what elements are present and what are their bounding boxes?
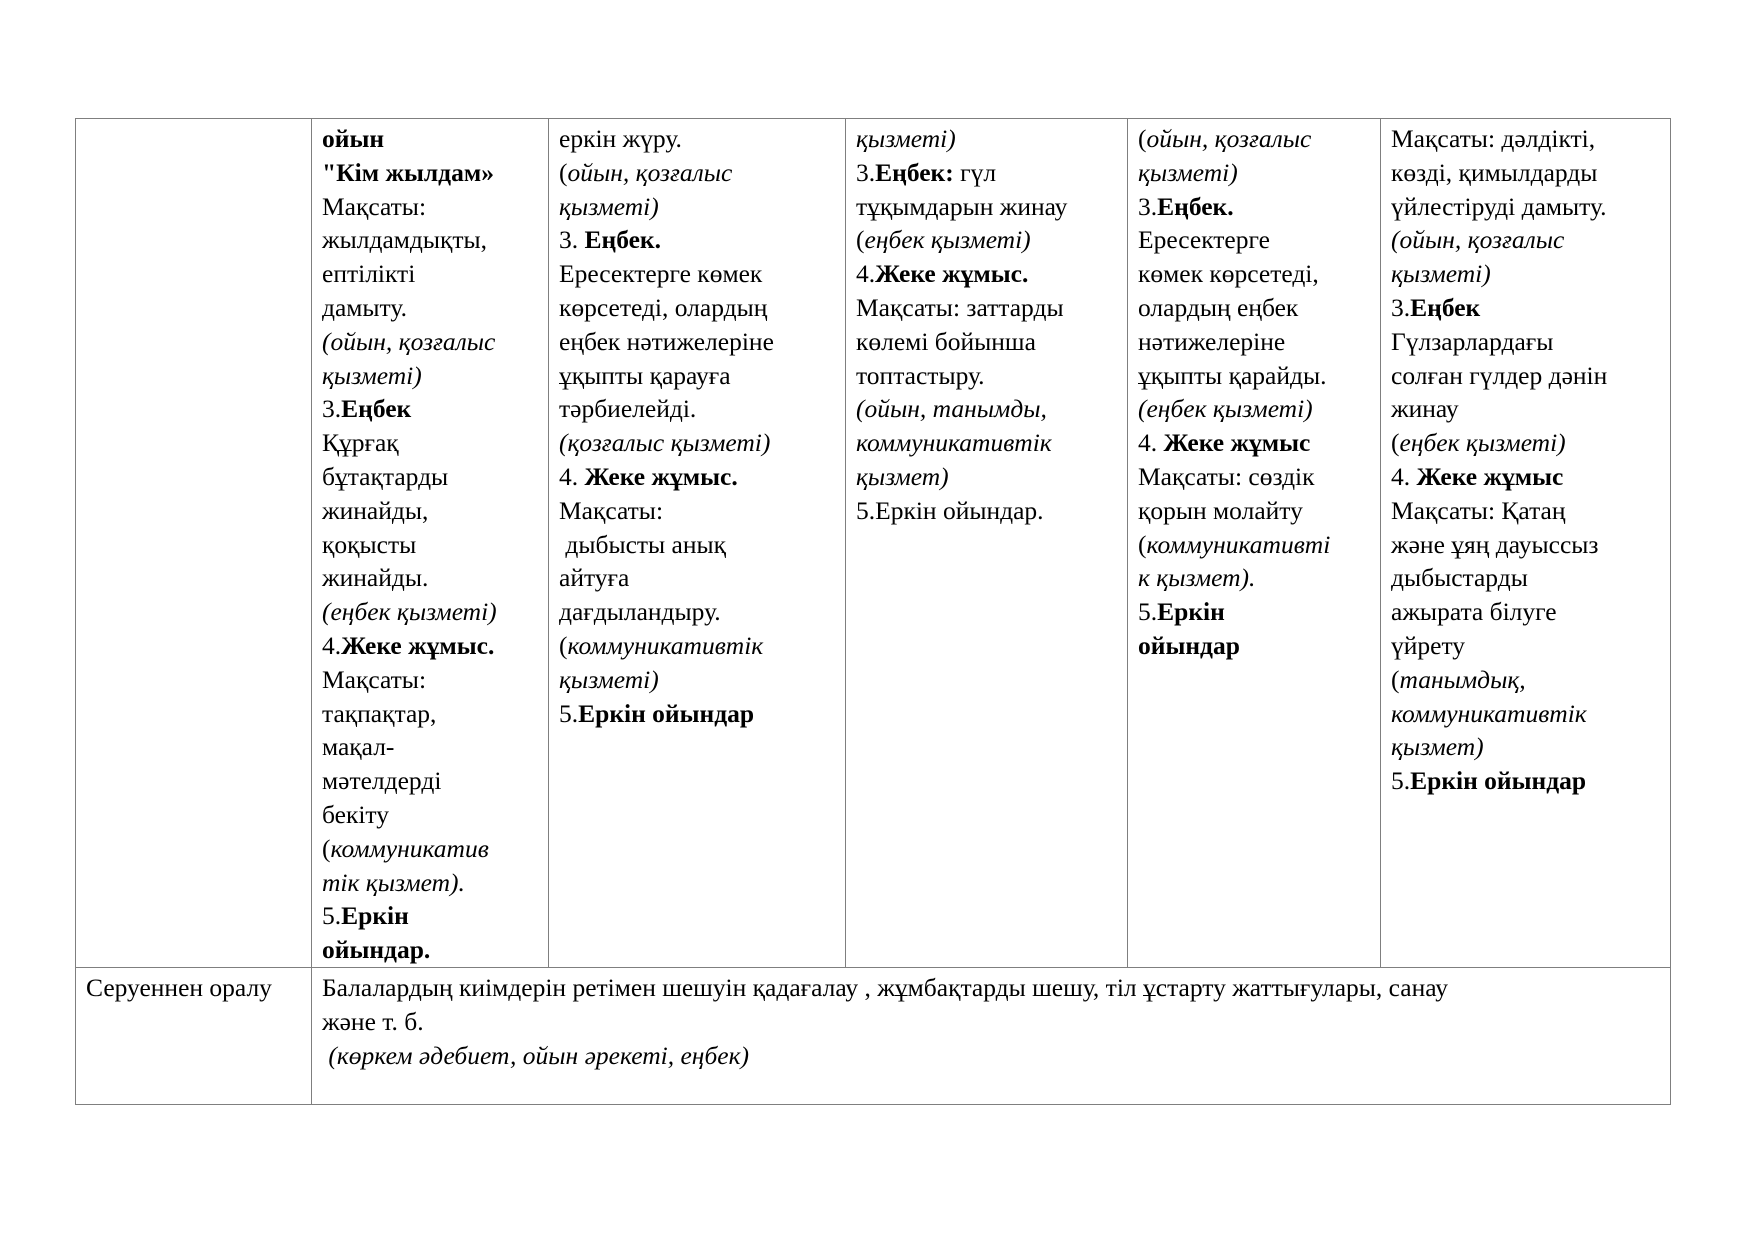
- row-label-cell: [76, 119, 312, 968]
- cell-text-line: [856, 325, 1117, 359]
- text-run: қызметі): [856, 124, 956, 153]
- cell-text-line: [856, 359, 1117, 393]
- cell-text-line: [322, 426, 538, 460]
- cell-text-line: [559, 190, 835, 224]
- cell-text-line: [322, 291, 538, 325]
- text-run: (: [856, 225, 865, 255]
- text-run: Мақсаты:: [322, 191, 427, 221]
- cell-text-line: [559, 223, 835, 257]
- text-run: Еркін ойындар: [578, 698, 755, 728]
- text-run: көрсетеді, олардың: [559, 292, 768, 322]
- text-run: Жеке жұмыс: [1163, 428, 1311, 458]
- text-run: Еңбек: [341, 394, 412, 424]
- cell-text-line: [1391, 460, 1660, 494]
- cell-text-line: [1138, 494, 1370, 528]
- cell-text-line: [856, 257, 1117, 291]
- text-run: (еңбек қызметі): [1138, 394, 1313, 424]
- return-activity-types: (көркем әдебиет, ойын әрекеті, еңбек): [322, 1040, 750, 1070]
- text-run: (: [559, 630, 568, 660]
- cell-text-line: [322, 223, 538, 257]
- text-run: еңбек нәтижелеріне: [559, 326, 774, 356]
- text-run: Жеке жұмыс: [1416, 461, 1564, 491]
- text-run: (: [322, 833, 331, 863]
- cell-text-line: [322, 122, 538, 156]
- schedule-table: [75, 118, 1671, 1105]
- cell-text-line: [559, 156, 835, 190]
- cell-text-line: [1138, 156, 1370, 190]
- cell-text-line: [322, 359, 538, 393]
- cell-text-line: [559, 663, 835, 697]
- cell-text-line: [322, 494, 538, 528]
- cell-text-line: [322, 798, 538, 832]
- text-run: Ересектерге: [1138, 225, 1270, 255]
- cell-text-line: [1138, 528, 1370, 562]
- cell-text-line: [1391, 764, 1660, 798]
- cell-text-line: [559, 561, 835, 595]
- text-run: (ойын, қозғалыс: [1391, 225, 1565, 255]
- text-run: топтастыру.: [856, 360, 985, 390]
- cell-text-line: [1391, 663, 1660, 697]
- cell-text-line: [1391, 122, 1660, 156]
- text-run: (: [1138, 124, 1147, 153]
- text-run: Еркін: [1157, 597, 1225, 627]
- cell-text-line: [856, 156, 1117, 190]
- cell-text-line: [1138, 595, 1370, 629]
- cell-text-line: [856, 494, 1117, 528]
- text-run: еңбек қызметі): [1399, 428, 1566, 458]
- cell-text-line: [1138, 223, 1370, 257]
- cell-text-line: [1391, 190, 1660, 224]
- cell-text-line: [559, 460, 835, 494]
- text-run: Мақсаты: сөздік: [1138, 461, 1315, 491]
- text-run: мәтелдерді: [322, 766, 442, 796]
- cell-text-line: [1391, 561, 1660, 595]
- cell-text-line: [1391, 156, 1660, 190]
- text-run: Жеке жұмыс.: [341, 630, 495, 660]
- cell-text-line: [1138, 122, 1370, 156]
- text-run: айтуға: [559, 563, 630, 593]
- activity-cell: [549, 119, 846, 968]
- text-run: 3.: [1391, 292, 1411, 322]
- text-run: 3.: [559, 225, 585, 255]
- cell-text-line: [1391, 730, 1660, 764]
- text-run: ұқыпты қарауға: [559, 360, 731, 390]
- text-run: Ересектерге көмек: [559, 259, 763, 289]
- cell-text-line: [1138, 291, 1370, 325]
- text-run: жинау: [1391, 394, 1459, 424]
- return-text-line: Балалардың киімдерін ретімен шешуін қадағалау , жұмбақтарды шешу, тіл ұстарту жаттығулары, санау: [322, 972, 1449, 1002]
- text-run: ойындар: [1138, 630, 1240, 660]
- cell-text-line: [322, 663, 538, 697]
- cell-text-line: [322, 866, 538, 900]
- cell-text-line: [322, 460, 538, 494]
- cell-text-line: [1138, 426, 1370, 460]
- text-run: коммуникатив: [330, 833, 489, 863]
- cell-text-line: [559, 426, 835, 460]
- text-run: Мақсаты: дәлдікті,: [1391, 124, 1596, 153]
- text-run: 4.: [1138, 428, 1164, 458]
- cell-text-line: [1391, 426, 1660, 460]
- text-run: ұқыпты қарайды.: [1138, 360, 1327, 390]
- text-run: қызмет): [1391, 732, 1484, 762]
- text-run: гүл: [953, 157, 997, 187]
- text-run: дағдыландыру.: [559, 597, 721, 627]
- text-run: қызметі): [559, 191, 659, 221]
- text-run: (: [1391, 428, 1400, 458]
- cell-text-line: [1391, 494, 1660, 528]
- text-run: 3.: [856, 157, 876, 187]
- cell-text-line: [559, 257, 835, 291]
- text-run: көзді, қимылдарды: [1391, 157, 1598, 187]
- cell-text-line: [322, 764, 538, 798]
- text-run: 4.: [322, 630, 342, 660]
- text-run: көлемі бойынша: [856, 326, 1036, 356]
- text-run: солған гүлдер дәнін: [1391, 360, 1608, 390]
- text-run: олардың еңбек: [1138, 292, 1299, 322]
- text-run: Мақсаты: Қатаң: [1391, 495, 1566, 525]
- cell-text-line: [322, 190, 538, 224]
- text-run: еркін жүру.: [559, 124, 682, 153]
- text-run: ойын, қозғалыс: [1146, 124, 1312, 153]
- text-run: коммуникативтік: [856, 428, 1052, 458]
- cell-text-line: [856, 392, 1117, 426]
- cell-text-line: [1138, 190, 1370, 224]
- text-run: тік қызмет).: [322, 867, 465, 897]
- activity-cell: [846, 119, 1128, 968]
- text-run: коммуникативтік: [567, 630, 764, 660]
- text-run: дамыту.: [322, 292, 407, 322]
- cell-text-line: [1138, 392, 1370, 426]
- text-run: тәрбиелейді.: [559, 394, 697, 424]
- activity-cell: [1128, 119, 1381, 968]
- return-text-line: және т. б.: [322, 1006, 424, 1036]
- cell-text-line: [559, 122, 835, 156]
- cell-text-line: [322, 730, 538, 764]
- text-run: 5.: [322, 901, 342, 931]
- text-run: көмек көрсетеді,: [1138, 259, 1319, 289]
- cell-text-line: [559, 494, 835, 528]
- row-label-cell: [76, 967, 312, 1104]
- text-run: Еңбек.: [584, 225, 661, 255]
- text-run: (ойын, танымды,: [856, 394, 1047, 424]
- text-run: ойындар.: [322, 935, 431, 965]
- cell-text-line: [322, 933, 538, 967]
- text-run: Мақсаты: заттарды: [856, 292, 1064, 322]
- cell-text-line: [559, 359, 835, 393]
- cell-text-line: [1138, 629, 1370, 663]
- activity-row: [76, 119, 1671, 968]
- cell-text-line: [856, 190, 1117, 224]
- text-run: қорын молайту: [1138, 495, 1303, 525]
- text-run: Еңбек:: [875, 157, 954, 187]
- cell-text-line: [856, 122, 1117, 156]
- text-run: Мақсаты:: [322, 664, 427, 694]
- cell-text-line: [1138, 460, 1370, 494]
- cell-text-line: [1391, 325, 1660, 359]
- cell-text-line: [1138, 325, 1370, 359]
- cell-text-line: [1391, 595, 1660, 629]
- text-run: коммуникативтік: [1391, 698, 1587, 728]
- text-run: 3.: [322, 394, 342, 424]
- cell-text-line: [322, 832, 538, 866]
- activity-cell: [1381, 119, 1671, 968]
- text-run: Еңбек.: [1157, 191, 1234, 221]
- cell-text-line: [322, 528, 538, 562]
- cell-text-line: [322, 257, 538, 291]
- cell-text-line: [559, 629, 835, 663]
- text-run: Құрғақ: [322, 428, 399, 458]
- cell-text-line: [322, 697, 538, 731]
- text-run: Жеке жұмыс.: [584, 461, 738, 491]
- cell-text-line: [559, 325, 835, 359]
- text-run: Мақсаты:: [559, 495, 664, 525]
- text-run: дыбыстарды: [1391, 563, 1528, 593]
- text-run: (қозғалыс қызметі): [559, 428, 771, 458]
- text-run: бекіту: [322, 799, 389, 829]
- text-run: жинайды.: [322, 563, 429, 593]
- cell-text-line: [856, 223, 1117, 257]
- text-run: 3.: [1138, 191, 1158, 221]
- text-run: ептілікті: [322, 259, 416, 289]
- text-run: коммуникативті: [1146, 529, 1331, 559]
- text-run: 5.: [559, 698, 579, 728]
- cell-text-line: [322, 325, 538, 359]
- text-run: ойын: [322, 124, 385, 153]
- cell-text-line: [559, 392, 835, 426]
- text-run: Еңбек: [1410, 292, 1481, 322]
- text-run: (ойын, қозғалыс: [322, 326, 496, 356]
- cell-text-line: [1391, 697, 1660, 731]
- cell-text-line: [1391, 528, 1660, 562]
- text-run: үйлестіруді дамыту.: [1391, 191, 1607, 221]
- cell-text-line: [1138, 257, 1370, 291]
- row-label: Серуеннен оралу: [86, 972, 272, 1002]
- cell-text-line: [322, 595, 538, 629]
- text-run: қоқысты: [322, 529, 417, 559]
- cell-text-line: [1138, 561, 1370, 595]
- cell-text-line: [856, 460, 1117, 494]
- text-run: жылдамдықты,: [322, 225, 488, 255]
- text-run: үйрету: [1391, 630, 1466, 660]
- text-run: Жеке жұмыс.: [875, 259, 1029, 289]
- text-run: (: [559, 157, 568, 187]
- text-run: қызметі): [1138, 157, 1238, 187]
- cell-text-line: [1391, 291, 1660, 325]
- activity-cell: [312, 119, 549, 968]
- text-run: Еркін ойындар: [1410, 766, 1587, 796]
- cell-text-line: [1138, 359, 1370, 393]
- text-run: тұқымдарын жинау: [856, 191, 1068, 221]
- text-run: 4.: [1391, 461, 1417, 491]
- text-run: бұтақтарды: [322, 461, 449, 491]
- text-run: қызметі): [559, 664, 659, 694]
- text-run: нәтижелеріне: [1138, 326, 1286, 356]
- text-run: дыбысты анық: [559, 529, 727, 559]
- text-run: танымдық,: [1399, 664, 1526, 694]
- text-run: 5.: [1138, 597, 1158, 627]
- cell-text-line: [322, 392, 538, 426]
- text-run: "Кім жылдам»: [322, 157, 494, 187]
- text-run: (: [1138, 529, 1147, 559]
- text-run: 5.: [1391, 766, 1411, 796]
- text-run: Гүлзарлардағы: [1391, 326, 1554, 356]
- cell-text-line: [559, 291, 835, 325]
- text-run: 5.Еркін ойындар.: [856, 495, 1044, 525]
- cell-text-line: [322, 629, 538, 663]
- return-from-walk-row: [76, 967, 1671, 1104]
- cell-text-line: [559, 697, 835, 731]
- text-run: қызмет): [856, 461, 949, 491]
- text-run: Еркін: [341, 901, 409, 931]
- text-run: және ұяң дауыссыз: [1391, 529, 1599, 559]
- cell-text-line: [322, 561, 538, 595]
- cell-text-line: [1391, 392, 1660, 426]
- cell-text-line: [559, 595, 835, 629]
- cell-text-line: [1391, 257, 1660, 291]
- text-run: жинайды,: [322, 495, 429, 525]
- text-run: тақпақтар,: [322, 698, 437, 728]
- cell-text-line: [856, 291, 1117, 325]
- text-run: к қызмет).: [1138, 563, 1256, 593]
- text-run: еңбек қызметі): [864, 225, 1031, 255]
- cell-text-line: [1391, 223, 1660, 257]
- cell-text-line: [1391, 629, 1660, 663]
- cell-text-line: [322, 899, 538, 933]
- text-run: қызметі): [322, 360, 422, 390]
- text-run: ойын, қозғалыс: [567, 157, 733, 187]
- text-run: (еңбек қызметі): [322, 597, 497, 627]
- return-description-cell: [312, 967, 1671, 1104]
- cell-text-line: [322, 156, 538, 190]
- text-run: (: [1391, 664, 1400, 694]
- text-run: 4.: [856, 259, 876, 289]
- cell-text-line: [856, 426, 1117, 460]
- text-run: қызметі): [1391, 259, 1491, 289]
- cell-text-line: [1391, 359, 1660, 393]
- text-run: ажырата білуге: [1391, 597, 1557, 627]
- text-run: 4.: [559, 461, 585, 491]
- cell-text-line: [559, 528, 835, 562]
- text-run: мақал-: [322, 732, 395, 762]
